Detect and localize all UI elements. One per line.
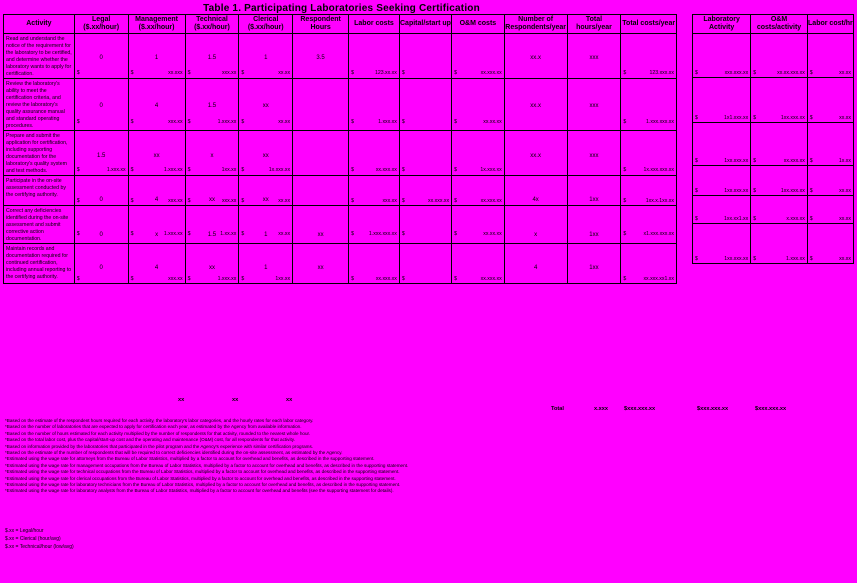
totals-hours: x.xxx (594, 406, 608, 412)
footnote-7: *Estimated using the wage rate for attorneys from the Bureau of Labor Statistics, multiplied by a factor to account for overhead and benefits, as described in the supporting statement. (5, 456, 375, 462)
legend-item-1: $.xx = Legal/hour (5, 528, 44, 534)
cell-respondents: 4 (504, 244, 567, 284)
cell-clerical: xx $ 1x.xxx.xx (239, 131, 293, 176)
col-total-costs: Total costs/year (621, 15, 677, 34)
cell-total-hours: 1xx (567, 244, 621, 284)
col-clerical: Clerical ($.xx/hour) (239, 15, 293, 34)
cell-om-activity: $ 1xx.xxx.xx (751, 78, 808, 123)
summary-row (693, 166, 854, 196)
cell-labor-cost-hr: $ xx.xx (807, 224, 853, 264)
summary-row (693, 196, 854, 224)
footnote-8: *Estimated using the wage rate for management occupations from the Bureau of Labor Statistics, multiplied by a factor to account for overhead and benefits, as described in the supporting statement. (5, 462, 409, 468)
cell-technical: 1.5 $ 1.xx.xx (185, 206, 239, 244)
cell-legal: 0 $ (74, 206, 128, 244)
col-om-per-activity: O&M costs/activity (751, 15, 808, 34)
laboratory-summary-table (692, 14, 854, 264)
cell-labor-cost-hr: $ xx.xx (807, 196, 853, 224)
cell-activity: Read and understand the notice of the requirement for the laboratory to be certified, and determine whether the laboratory wants to apply for certification. (4, 34, 75, 79)
col-lab-activity: Laboratory Activity (693, 15, 751, 34)
cell-total-costs: $ xx.xxx.xx1.xx (621, 244, 677, 284)
cell-respondent-hours: xx (293, 206, 349, 244)
table-row (4, 34, 677, 79)
cell-om-costs: $ xx.xx.xx (452, 206, 505, 244)
footnote-4: *Based on the total labor cost, plus the capital/start-up cost and the operating and maintenance (O&M) cost, for all respondents for that activity. (5, 437, 295, 443)
footnote-12: *Estimated using the wage rate for laboratory analysts from the Bureau of Labor Statistics, multiplied by a factor to account for overhead and benefits (see the supporting statement for details). (5, 488, 394, 494)
cell-clerical: 1 $ xx.xx (239, 34, 293, 79)
cell-om-costs: $ xx.xx.xx (452, 79, 505, 131)
legend-item-2: $.xx = Clerical (hour/avg) (5, 536, 61, 542)
cell-activity: Prepare and submit the application for certification, including supporting documentation for the laboratory's quality system and test methods. (4, 131, 75, 176)
cell-management: 4 $ xxx.xx (128, 79, 185, 131)
cell-lab-activity: $ 1xx.xxx.xx (693, 166, 751, 196)
cell-management: 4 $ xxx.xx (128, 244, 185, 284)
cell-activity: Participate in the on-site assessment conducted by the certifying authority. (4, 176, 75, 206)
cell-activity: Correct any deficiencies identified during the on-site assessment and submit corrective action documentation. (4, 206, 75, 244)
cell-om-activity: $ 1.xxx.xx (751, 224, 808, 264)
hours-mark-1: xx (178, 397, 185, 403)
cell-respondent-hours (293, 79, 349, 131)
col-labor-cost-hr: Labor cost/hr (807, 15, 853, 34)
summary-row (693, 78, 854, 123)
main-cost-table (3, 14, 677, 284)
cell-om-costs: $ xx.xxx.xx (452, 176, 505, 206)
col-legal: Legal ($.xx/hour) (74, 15, 128, 34)
cell-clerical: 1 $ xx.xx (239, 206, 293, 244)
cell-lab-activity: $ 1xx.xxx.xx (693, 123, 751, 166)
cell-labor-costs: $ xx.xxx.xx (349, 244, 400, 284)
cell-total-hours: xxx (567, 34, 621, 79)
cell-labor-cost-hr: $ xx.xx (807, 166, 853, 196)
cell-clerical: xx $ xx.xx (239, 79, 293, 131)
cell-capital: $ (399, 206, 451, 244)
cell-respondent-hours (293, 176, 349, 206)
footnote-11: *Estimated using the wage rate for laboratory technicians from the Bureau of Labor Statistics, multiplied by a factor to account for overhead and benefits, as described in the supporting statement. (5, 482, 401, 488)
cell-management: 1 $ xx.xxx (128, 34, 185, 79)
table-row (4, 176, 677, 206)
col-management: Management ($.xx/hour) (128, 15, 185, 34)
col-om-costs: O&M costs (452, 15, 505, 34)
cell-labor-cost-hr: $ xx.xx (807, 34, 853, 78)
cell-capital: $ (399, 131, 451, 176)
cell-total-costs: $ 1xx.x.1xx.xx (621, 176, 677, 206)
cell-total-hours: xxx (567, 131, 621, 176)
cell-om-activity: $ xx.xx.xxx.xx (751, 34, 808, 78)
cell-labor-cost-hr: $ 1x.xx (807, 123, 853, 166)
cell-technical: xx $ 1.xxx.xx (185, 244, 239, 284)
footnote-10: *Estimated using the wage rate for clerical occupations from the Bureau of Labor Statistics, multiplied by a factor to account for overhead and benefits, as described in the supporting statement. (5, 475, 396, 481)
footnote-6: *Based on the estimate of the number of respondents that will be required to correct deficiencies identified during the on-site assessment, as estimated by the Agency. (5, 450, 343, 456)
cell-clerical: 1 $ 1xx.xx (239, 244, 293, 284)
cell-respondent-hours (293, 131, 349, 176)
footnotes (5, 418, 705, 495)
legend-item-3: $.xx = Technical/hour (low/avg) (5, 544, 74, 550)
footnote-9: *Estimated using the wage rate for technical occupations from the Bureau of Labor Statistics, multiplied by a factor to account for overhead and benefits, as described in the supporting statement. (5, 469, 400, 475)
cell-respondents: xx.x (504, 131, 567, 176)
cell-capital: $ (399, 244, 451, 284)
cell-respondents: 4x (504, 176, 567, 206)
table-header-row (4, 15, 677, 34)
cell-labor-cost-hr: $ xx.xx (807, 78, 853, 123)
cell-capital: $ (399, 34, 451, 79)
right-header-row (693, 15, 854, 34)
totals-cost: $xxx.xxx.xx (624, 406, 656, 412)
cell-labor-costs: $ xx.xxx.xx (349, 131, 400, 176)
hours-mark-3: xx (286, 397, 293, 403)
cell-total-costs: $ x1.xxx.xxx.xx (621, 206, 677, 244)
cell-total-hours: 1xx (567, 206, 621, 244)
cell-respondent-hours: 3.5 (293, 34, 349, 79)
col-capital-startup: Capital/start up (399, 15, 451, 34)
summary-row (693, 123, 854, 166)
cell-capital: $ xx.xxx.xx (399, 176, 451, 206)
footnote-3: *Based on the number of hours estimated for each activity multiplied by the number of respondents for that activity, rounded to the nearest whole hour. (5, 430, 311, 436)
cell-management: 4 $ xxx.xx (128, 176, 185, 206)
table-row (4, 244, 677, 284)
col-activity: Activity (4, 15, 75, 34)
cell-respondents: x (504, 206, 567, 244)
cell-om-costs: $ 1x.xxx.xx (452, 131, 505, 176)
cell-technical: xx $ xxx.xx (185, 176, 239, 206)
page-title: Table 1. Participating Laboratories Seeking Certification (203, 3, 480, 14)
cell-labor-costs: $ 1.xxx.xx (349, 79, 400, 131)
cell-om-activity: $ xx.xxx.xx (751, 123, 808, 166)
cell-total-hours: xxx (567, 79, 621, 131)
cell-respondents: xx.x (504, 79, 567, 131)
right-total-om: $xxx.xxx.xx (755, 406, 787, 412)
cell-technical: x $ 1xx.xx (185, 131, 239, 176)
cell-technical: 1.5 $ 1.xxx.xx (185, 79, 239, 131)
col-respondent-hours: Respondent Hours (293, 15, 349, 34)
footnote-1: *Based on the estimate of the respondent hours required for each activity, the laboratory's labor categories, and the hourly rates for each labor category. (5, 418, 314, 423)
cell-lab-activity: $ 1x1.xxx.xx (693, 78, 751, 123)
rate-legend (5, 527, 74, 551)
cell-activity: Maintain records and documentation required for continued certification, including annual reporting to the certifying authority. (4, 244, 75, 284)
cell-labor-costs: $ xxx.xx (349, 176, 400, 206)
right-total-activity: $xxx.xxx.xx (697, 406, 729, 412)
cell-labor-costs: $ 1.xxx.xxx.xx (349, 206, 400, 244)
cell-management: xx $ 1.xxx.xx (128, 131, 185, 176)
hours-mark-2: xx (232, 397, 239, 403)
cell-legal: 1.5 $ 1.xxx.xx (74, 131, 128, 176)
cell-total-costs: $ 1x.xxx.xxx.xx (621, 131, 677, 176)
cell-lab-activity: $ 1xx.xxx.xx (693, 224, 751, 264)
cell-total-costs: $ 1.xxx.xxx.xx (621, 79, 677, 131)
footnote-5: *Based on information provided by the laboratories that participated in the pilot program and the Agency's experience with similar certification programs. (5, 443, 314, 449)
summary-row (693, 224, 854, 264)
table-row (4, 79, 677, 131)
cell-legal: 0 $ (74, 34, 128, 79)
cell-om-costs: $ xx.xxx.xx (452, 34, 505, 79)
cell-management: x $ 1.xxx.xx (128, 206, 185, 244)
col-total-hours: Total hours/year (567, 15, 621, 34)
cell-activity: Review the laboratory's ability to meet the certification criteria, and review the laboratory's quality assurance manual and standard operating procedures. (4, 79, 75, 131)
cell-om-activity: $ 1xx.xxx.xx (751, 166, 808, 196)
cell-respondent-hours: xx (293, 244, 349, 284)
cell-lab-activity: $ 1xx.xx1.xx (693, 196, 751, 224)
cell-respondents: xx.x (504, 34, 567, 79)
cell-labor-costs: $ 123.xx.xx (349, 34, 400, 79)
cell-clerical: xx $ xx.xx (239, 176, 293, 206)
col-technical: Technical ($.xx/hour) (185, 15, 239, 34)
cell-legal: 0 $ (74, 244, 128, 284)
cell-om-activity: $ x.xxx.xx (751, 196, 808, 224)
cell-lab-activity: $ xxx.xxx.xx (693, 34, 751, 78)
footnote-2: *Based on the number of laboratories that are expected to apply for certification each year, as estimated by the Agency from available information. (5, 424, 302, 430)
cell-technical: 1.5 $ xxx.xx (185, 34, 239, 79)
totals-label: Total (551, 406, 564, 412)
cell-legal: 0 $ (74, 176, 128, 206)
cell-total-hours: 1xx (567, 176, 621, 206)
cell-om-costs: $ xx.xxx.xx (452, 244, 505, 284)
table-row (4, 206, 677, 244)
cell-capital: $ (399, 79, 451, 131)
summary-row (693, 34, 854, 78)
cell-total-costs: $ 123.xxx.xx (621, 34, 677, 79)
table-row (4, 131, 677, 176)
col-respondents-per-year: Number of Respondents/year (504, 15, 567, 34)
col-labor-costs: Labor costs (349, 15, 400, 34)
cell-legal: 0 $ (74, 79, 128, 131)
